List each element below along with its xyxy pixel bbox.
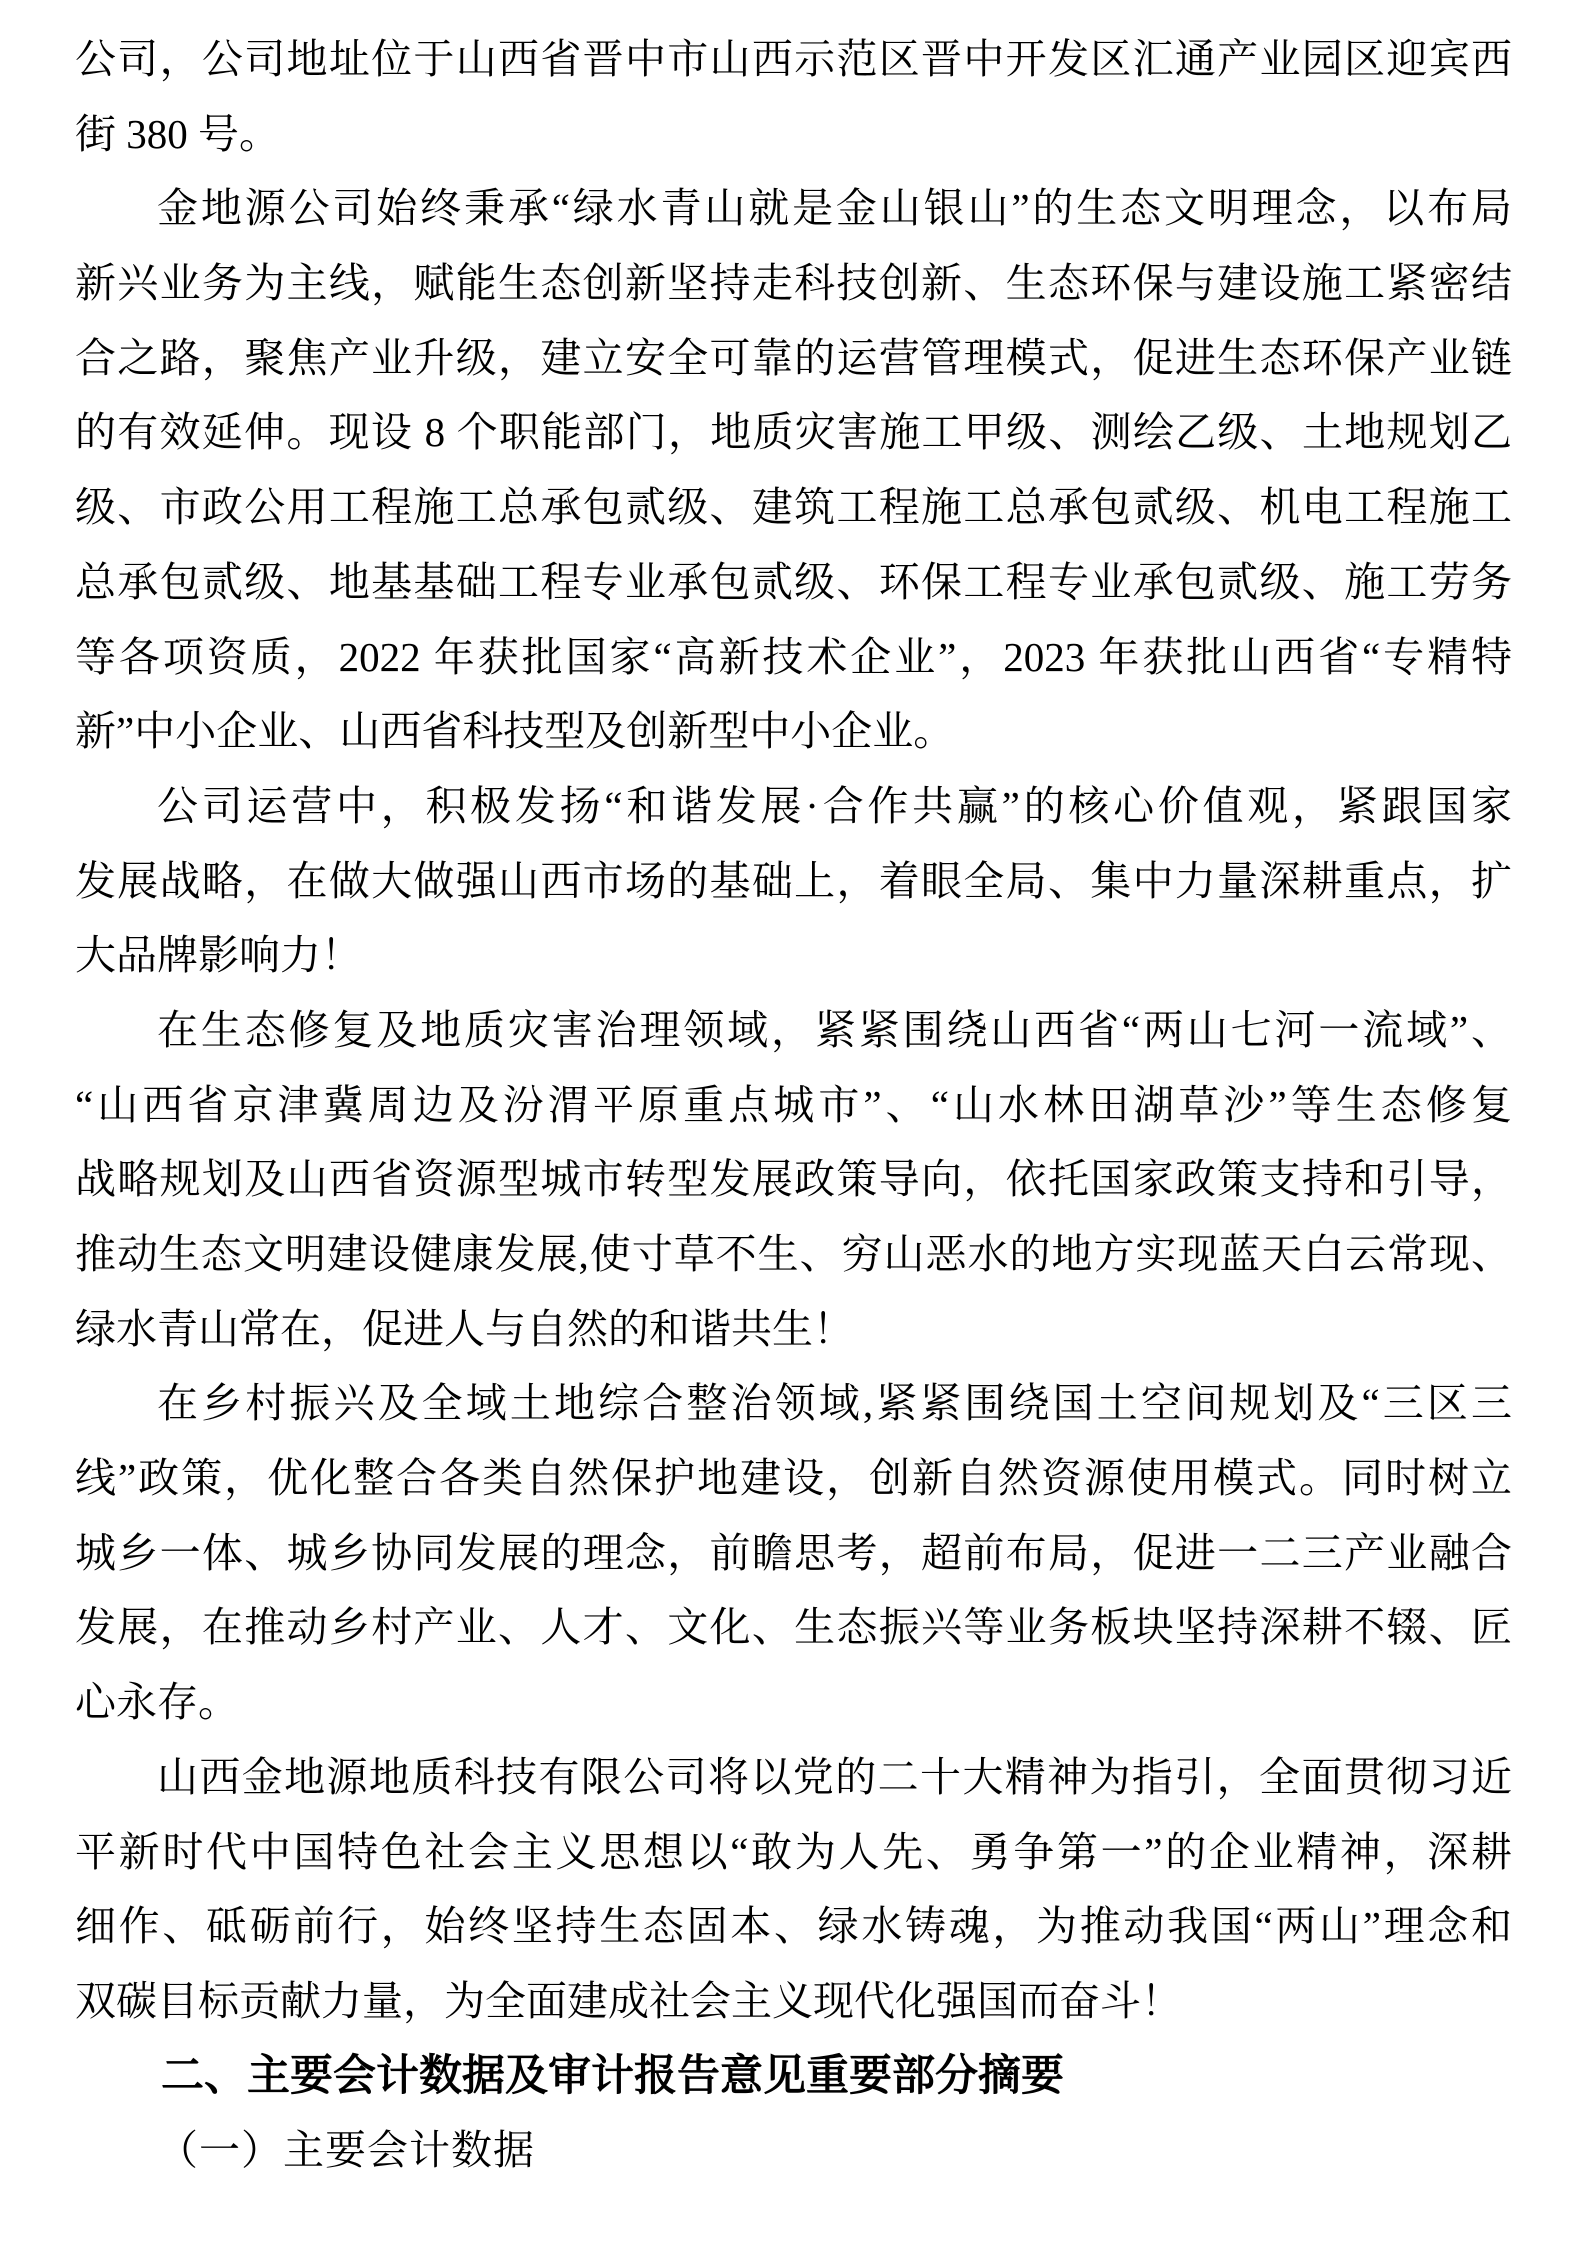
text-line: 级、市政公用工程施工总承包贰级、建筑工程施工总承包贰级、机电工程施工 <box>75 484 1512 531</box>
text-line: 公司，公司地址位于山西省晋中市山西示范区晋中开发区汇通产业园区迎宾西 <box>75 36 1512 82</box>
text-line: 绿水青山常在，促进人与自然的和谐共生！ <box>75 1305 854 1352</box>
subsection-heading: （一）主要会计数据 <box>157 2127 535 2174</box>
text-line: 新”中小企业、山西省科技型及创新型中小企业。 <box>75 708 955 755</box>
text-line: 城乡一体、城乡协同发展的理念，前瞻思考，超前布局，促进一二三产业融合 <box>75 1529 1512 1576</box>
text-line: 公司运营中，积极发扬“和谐发展·合作共赢”的核心价值观，紧跟国家 <box>157 782 1512 829</box>
text-line: 在生态修复及地质灾害治理领域，紧紧围绕山西省“两山七河一流域”、 <box>157 1006 1512 1053</box>
text-line: 新兴业务为主线，赋能生态创新坚持走科技创新、生态环保与建设施工紧密结 <box>75 260 1512 307</box>
text-line: 等各项资质，2022 年获批国家“高新技术企业”，2023 年获批山西省“专精特 <box>75 633 1512 680</box>
text-line: 发展战略，在做大做强山西市场的基础上，着眼全局、集中力量深耕重点，扩 <box>75 857 1512 904</box>
text-line: 线”政策，优化整合各类自然保护地建设，创新自然资源使用模式。同时树立 <box>75 1455 1512 1502</box>
text-line: 心永存。 <box>75 1679 239 1726</box>
text-line: 大品牌影响力！ <box>75 932 362 979</box>
text-line: 山西金地源地质科技有限公司将以党的二十大精神为指引，全面贯彻习近 <box>157 1753 1512 1800</box>
text-line: 在乡村振兴及全域土地综合整治领域,紧紧围绕国土空间规划及“三区三 <box>157 1380 1512 1427</box>
text-line: 总承包贰级、地基基础工程专业承包贰级、环保工程专业承包贰级、施工劳务 <box>75 558 1512 605</box>
text-line: 双碳目标贡献力量，为全面建成社会主义现代化强国而奋斗！ <box>75 1977 1182 2024</box>
section-heading: 二、主要会计数据及审计报告意见重要部分摘要 <box>161 2051 1064 2100</box>
text-line: 合之路，聚焦产业升级，建立安全可靠的运营管理模式，促进生态环保产业链 <box>75 334 1512 381</box>
text-line: 发展，在推动乡村产业、人才、文化、生态振兴等业务板块坚持深耕不辍、匠 <box>75 1604 1512 1651</box>
text-line: 街 380 号。 <box>75 110 280 157</box>
text-line: 的有效延伸。现设 8 个职能部门，地质灾害施工甲级、测绘乙级、土地规划乙 <box>75 409 1512 456</box>
text-line: 细作、砥砺前行，始终坚持生态固本、绿水铸魂，为推动我国“两山”理念和 <box>75 1903 1512 1950</box>
text-line: 平新时代中国特色社会主义思想以“敢为人先、勇争第一”的企业精神，深耕 <box>75 1828 1512 1875</box>
text-line: 金地源公司始终秉承“绿水青山就是金山银山”的生态文明理念，以布局 <box>157 185 1512 232</box>
text-line: 战略规划及山西省资源型城市转型发展政策导向，依托国家政策支持和引导， <box>75 1156 1512 1203</box>
text-block <box>75 22 1512 2188</box>
text-line: “山西省京津冀周边及汾渭平原重点城市”、“山水林田湖草沙”等生态修复 <box>75 1081 1512 1128</box>
text-line: 推动生态文明建设健康发展,使寸草不生、穷山恶水的地方实现蓝天白云常现、 <box>75 1231 1512 1277</box>
